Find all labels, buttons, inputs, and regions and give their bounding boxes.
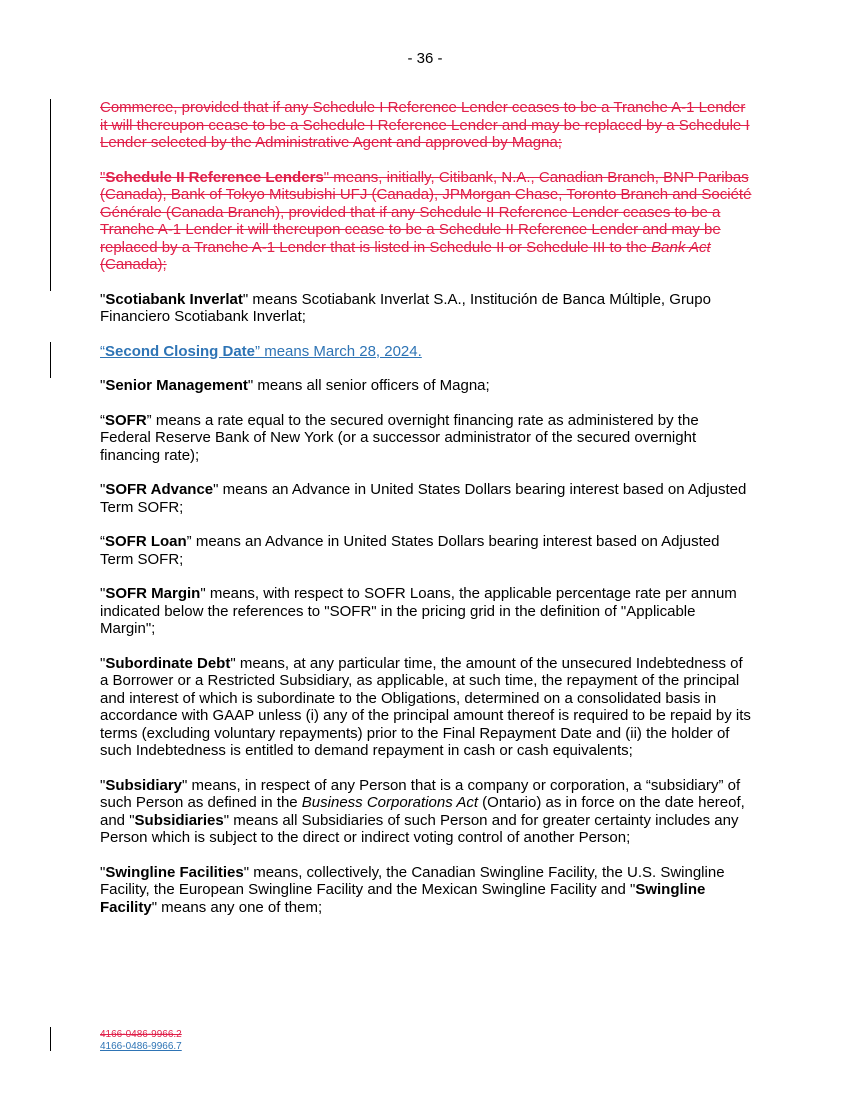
defined-term: SOFR	[105, 411, 147, 429]
defined-term: SOFR Advance	[105, 481, 214, 498]
definition-senior-management: "Senior Management" means all senior officers of Magna;	[100, 377, 490, 394]
defined-term: Swingline Facility	[100, 881, 706, 916]
inserted-document-id: 4166-0486-9966.7	[100, 1041, 182, 1052]
inserted-definition-second-closing-date: “Second Closing Date” means March 28, 2024.	[100, 342, 422, 360]
defined-term: Schedule II Reference Lenders	[105, 168, 324, 186]
document-id-footer	[100, 1029, 182, 1053]
defined-term: Subordinate Debt	[105, 654, 231, 672]
definition-scotiabank-inverlat: "Scotiabank Inverlat" means Scotiabank Inverlat S.A., Institución de Banca Múltiple, Grupo Financiero Scotiabank Inverlat;	[100, 290, 711, 325]
definition-sofr-margin: "SOFR Margin" means, with respect to SOFR Loans, the applicable percentage rate per annum indicated below the references to "SOFR" in the pricing grid in the definition of "Applicable Margin";	[100, 585, 737, 637]
defined-term: Subsidiary	[105, 776, 183, 794]
defined-term: Swingline Facilities	[105, 863, 244, 881]
document-body	[100, 99, 752, 933]
defined-term: Scotiabank Inverlat	[105, 290, 243, 308]
definition-sofr: “SOFR” means a rate equal to the secured overnight financing rate as administered by the Federal Reserve Bank of New York (or a successor administrator of the secured overnight financing rate);	[100, 411, 699, 464]
deleted-document-id: 4166-0486-9966.2	[100, 1029, 182, 1040]
definition-sofr-advance: "SOFR Advance" means an Advance in United States Dollars bearing interest based on Adjusted Term SOFR;	[100, 481, 747, 516]
definition-swingline-facilities: "Swingline Facilities" means, collectively, the Canadian Swingline Facility, the U.S. Swingline Facility, the European Swingline Facility and the Mexican Swingline Facility and "Swingline Facility" means any one of them;	[100, 863, 725, 916]
deleted-definition-schedule-ii-reference-lenders: "Schedule II Reference Lenders" means, initially, Citibank, N.A., Canadian Branch, BNP Paribas (Canada), Bank of Tokyo Mitsubishi UFJ (Canada), JPMorgan Chase, Toronto Branch and Société Générale (Canada Branch), provided that if any Schedule II Reference Lender ceases to be a Tranche A-1 Lender it will thereupon cease to be a Schedule II Reference Lender and may be replaced by a Tranche A-1 Lender that is listed in Schedule II or Schedule III to the Bank Act (Canada);	[100, 168, 752, 273]
deleted-paragraph-schedule-i: Commerce, provided that if any Schedule I Reference Lender ceases to be a Tranche A-1 Lender it will thereupon cease to be a Schedule I Reference Lender and may be replaced by a Schedule I Lender selected by the Administrative Agent and approved by Magna;	[100, 99, 750, 151]
defined-term: Senior Management	[105, 377, 248, 394]
change-bar-deleted	[50, 99, 51, 291]
definition-sofr-loan: “SOFR Loan” means an Advance in United States Dollars bearing interest based on Adjusted Term SOFR;	[100, 533, 720, 568]
defined-term: Subsidiaries	[134, 811, 224, 829]
defined-term: SOFR Margin	[105, 585, 201, 602]
change-bar-inserted	[50, 342, 51, 378]
definition-subordinate-debt: "Subordinate Debt" means, at any particular time, the amount of the unsecured Indebtedness of a Borrower or a Restricted Subsidiary, as applicable, at such time, the repayment of the principal and interest of which is subordinate to the Obligations, determined on a consolidated basis in accordance with GAAP unless (i) any of the principal amount thereof is required to be repaid by its terms (excluding voluntary repayments) prior to the Final Repayment Date and (ii) the holder of such Indebtedness is entitled to demand repayment in cash or cash equivalents;	[100, 654, 751, 759]
defined-term: Second Closing Date	[105, 342, 256, 360]
defined-term: SOFR Loan	[105, 533, 187, 550]
definition-subsidiary: "Subsidiary" means, in respect of any Person that is a company or corporation, a “subsidiary” of such Person as defined in the Business Corporations Act (Ontario) as in force on the date hereof, and "Subsidiaries" means all Subsidiaries of such Person and for greater certainty includes any Person which is subject to the direct or indirect voting control of another Person;	[100, 776, 745, 846]
page-number: - 36 -	[407, 50, 443, 67]
change-bar-footer	[50, 1027, 51, 1051]
